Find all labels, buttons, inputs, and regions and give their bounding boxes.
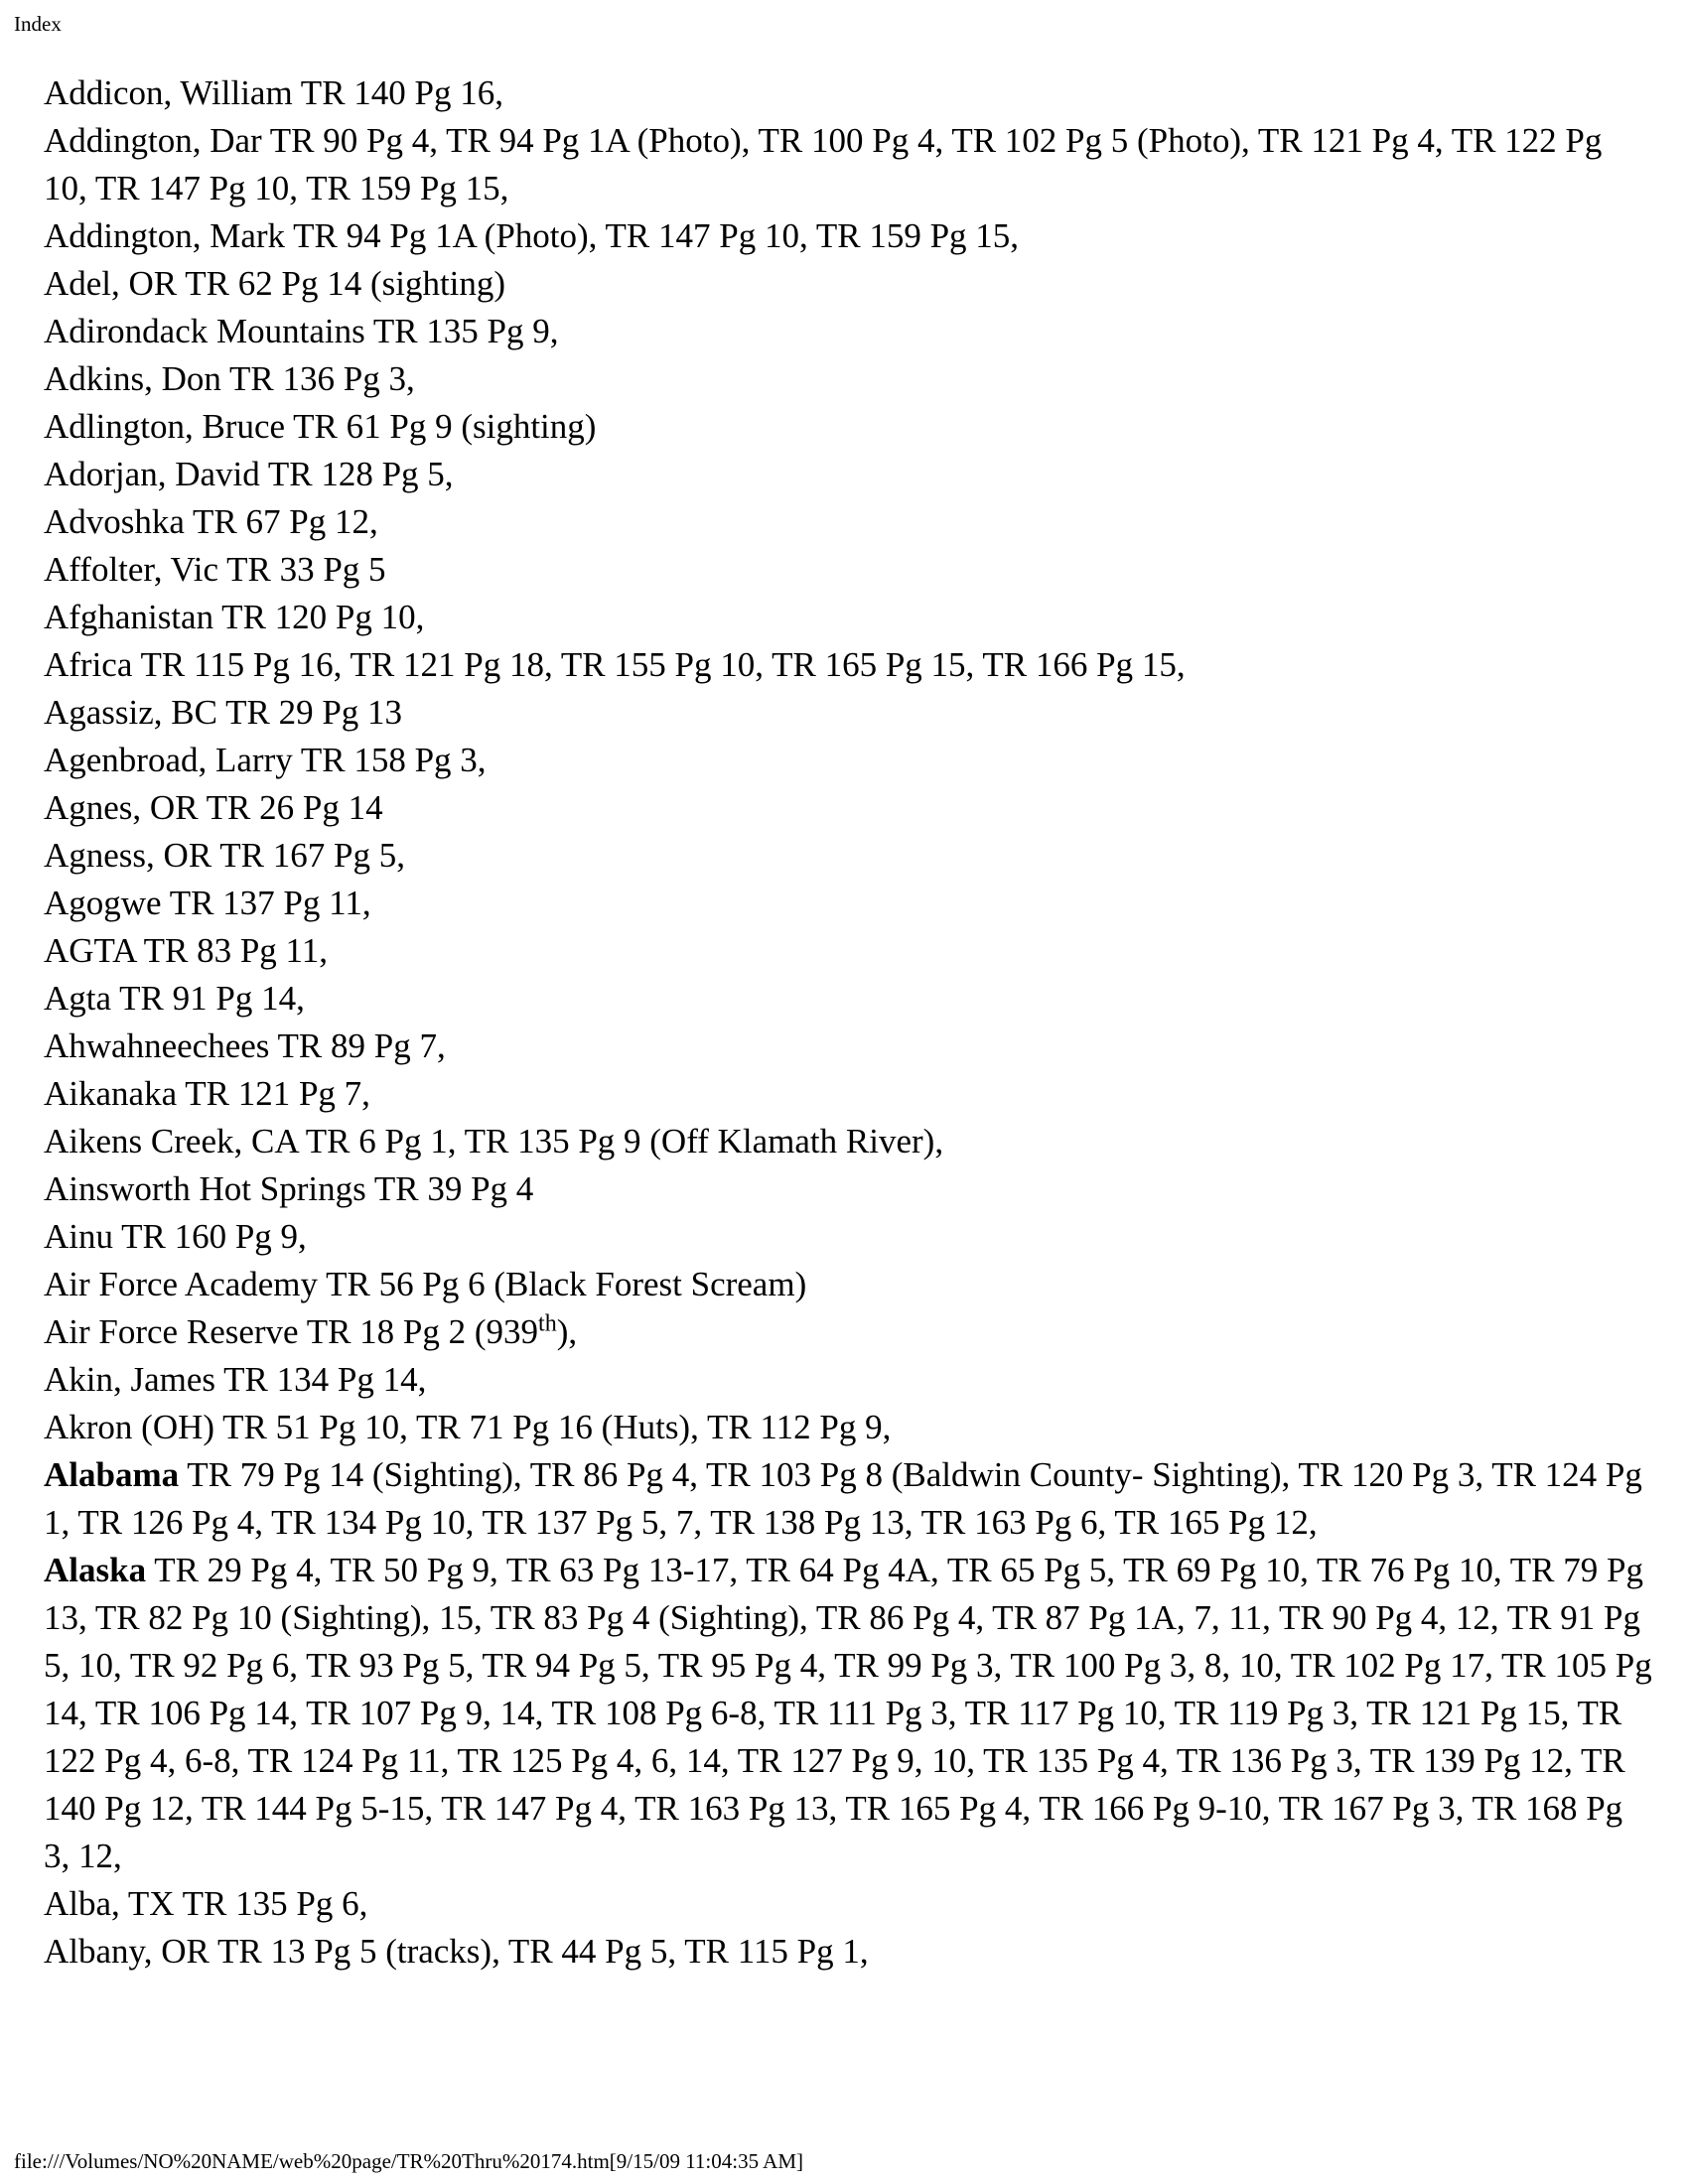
index-entry: [44, 1356, 1652, 1404]
index-list: [44, 69, 1652, 1976]
index-entry-text: Air Force Reserve TR 18 Pg 2 (939: [44, 1312, 539, 1351]
index-entry-text: Agta TR 91 Pg 14,: [44, 979, 305, 1018]
index-entry-text: Afghanistan TR 120 Pg 10,: [44, 598, 425, 636]
index-entry-text: Addington, Mark TR 94 Pg 1A (Photo), TR 147 Pg 10, TR 159 Pg 15,: [44, 216, 1020, 255]
index-entry: [44, 927, 1652, 975]
index-entry: [44, 1880, 1652, 1928]
page-header: Index: [14, 12, 62, 36]
index-entry-text: Akin, James TR 134 Pg 14,: [44, 1360, 427, 1399]
index-entry-text: Ainsworth Hot Springs TR 39 Pg 4: [44, 1169, 534, 1208]
index-entry-text: ),: [556, 1312, 578, 1351]
index-entry-text: Advoshka TR 67 Pg 12,: [44, 502, 378, 541]
index-entry: [44, 355, 1652, 403]
index-entry-text: Adkins, Don TR 136 Pg 3,: [44, 359, 415, 398]
index-entry: [44, 1308, 1652, 1356]
index-entry: [44, 260, 1652, 308]
index-entry: [44, 1928, 1652, 1976]
index-entry: [44, 451, 1652, 498]
index-entry: [44, 689, 1652, 737]
index-entry-text: Africa TR 115 Pg 16, TR 121 Pg 18, TR 155 Pg 10, TR 165 Pg 15, TR 166 Pg 15,: [44, 645, 1186, 684]
index-entry-text: Agassiz, BC TR 29 Pg 13: [44, 693, 403, 732]
index-entry-text: Akron (OH) TR 51 Pg 10, TR 71 Pg 16 (Huts), TR 112 Pg 9,: [44, 1408, 892, 1446]
index-entry: [44, 1165, 1652, 1213]
index-entry-text: Agogwe TR 137 Pg 11,: [44, 884, 371, 922]
index-entry: [44, 308, 1652, 355]
index-entry-text: Addington, Dar TR 90 Pg 4, TR 94 Pg 1A (Photo), TR 100 Pg 4, TR 102 Pg 5 (Photo), TR 121 Pg 4, TR 122 Pg 10, TR 147 Pg 10, TR 159 Pg 15,: [44, 121, 1603, 207]
index-entry: [44, 212, 1652, 260]
index-entry-text: TR 29 Pg 4, TR 50 Pg 9, TR 63 Pg 13-17, TR 64 Pg 4A, TR 65 Pg 5, TR 69 Pg 10, TR 76 Pg 10, TR 79 Pg 13, TR 82 Pg 10 (Sighting), 15, TR 83 Pg 4 (Sighting), TR 86 Pg 4, TR 87 Pg 1A, 7, 11, TR 90 Pg 4, 12, TR 91 Pg 5, 10, TR 92 Pg 6, TR 93 Pg 5, TR 94 Pg 5, TR 95 Pg 4, TR 99 Pg 3, TR 100 Pg 3, 8, 10, TR 102 Pg 17, TR 105 Pg 14, TR 106 Pg 14, TR 107 Pg 9, 14, TR 108 Pg 6-8, TR 111 Pg 3, TR 117 Pg 10, TR 119 Pg 3, TR 121 Pg 15, TR 122 Pg 4, 6-8, TR 124 Pg 11, TR 125 Pg 4, 6, 14, TR 127 Pg 9, 10, TR 135 Pg 4, TR 136 Pg 3, TR 139 Pg 12, TR 140 Pg 12, TR 144 Pg 5-15, TR 147 Pg 4, TR 163 Pg 13, TR 165 Pg 4, TR 166 Pg 9-10, TR 167 Pg 3, TR 168 Pg 3, 12,: [44, 1551, 1652, 1875]
index-entry: [44, 403, 1652, 451]
index-entry-term: Alaska: [44, 1551, 147, 1589]
index-entry: [44, 784, 1652, 832]
index-entry: [44, 975, 1652, 1023]
index-entry-text: Alba, TX TR 135 Pg 6,: [44, 1884, 368, 1923]
page-footer-url: file:///Volumes/NO%20NAME/web%20page/TR%20Thru%20174.htm[9/15/09 11:04:35 AM]: [14, 2149, 804, 2173]
index-entry: [44, 1261, 1652, 1308]
index-entry: [44, 1547, 1652, 1880]
index-entry: [44, 880, 1652, 927]
index-entry-text: Agness, OR TR 167 Pg 5,: [44, 836, 405, 875]
index-entry-text: Air Force Academy TR 56 Pg 6 (Black Forest Scream): [44, 1265, 807, 1303]
index-entry-text: TR 79 Pg 14 (Sighting), TR 86 Pg 4, TR 103 Pg 8 (Baldwin County- Sighting), TR 120 Pg 3, TR 124 Pg 1, TR 126 Pg 4, TR 134 Pg 10, TR 137 Pg 5, 7, TR 138 Pg 13, TR 163 Pg 6, TR 165 Pg 12,: [44, 1455, 1642, 1542]
index-entry-text: Adorjan, David TR 128 Pg 5,: [44, 455, 454, 493]
index-entry-term: Alabama: [44, 1455, 180, 1494]
index-entry: [44, 1070, 1652, 1118]
index-entry-text: Addicon, William TR 140 Pg 16,: [44, 73, 503, 112]
index-entry-text: Adel, OR TR 62 Pg 14 (sighting): [44, 264, 506, 303]
index-entry: [44, 1404, 1652, 1451]
index-entry-text: Agenbroad, Larry TR 158 Pg 3,: [44, 741, 487, 779]
index-entry-text: AGTA TR 83 Pg 11,: [44, 931, 328, 970]
index-entry-text: Albany, OR TR 13 Pg 5 (tracks), TR 44 Pg 5, TR 115 Pg 1,: [44, 1932, 869, 1971]
index-entry-text: Affolter, Vic TR 33 Pg 5: [44, 550, 386, 589]
index-entry: [44, 546, 1652, 594]
index-entry-text: Adirondack Mountains TR 135 Pg 9,: [44, 312, 559, 350]
index-entry: [44, 498, 1652, 546]
index-entry: [44, 1451, 1652, 1547]
index-entry-text: Aikens Creek, CA TR 6 Pg 1, TR 135 Pg 9 (Off Klamath River),: [44, 1122, 944, 1160]
index-entry-superscript: th: [538, 1310, 557, 1337]
index-entry: [44, 1118, 1652, 1165]
index-entry-text: Aikanaka TR 121 Pg 7,: [44, 1074, 370, 1113]
index-entry: [44, 641, 1652, 689]
index-entry: [44, 594, 1652, 641]
index-entry-text: Ainu TR 160 Pg 9,: [44, 1217, 307, 1256]
index-entry: [44, 832, 1652, 880]
index-entry: [44, 117, 1652, 212]
index-entry: [44, 69, 1652, 117]
index-entry-text: Agnes, OR TR 26 Pg 14: [44, 788, 383, 827]
index-entry: [44, 737, 1652, 784]
index-entry: [44, 1023, 1652, 1070]
index-entry: [44, 1213, 1652, 1261]
index-entry-text: Adlington, Bruce TR 61 Pg 9 (sighting): [44, 407, 597, 446]
index-entry-text: Ahwahneechees TR 89 Pg 7,: [44, 1026, 446, 1065]
